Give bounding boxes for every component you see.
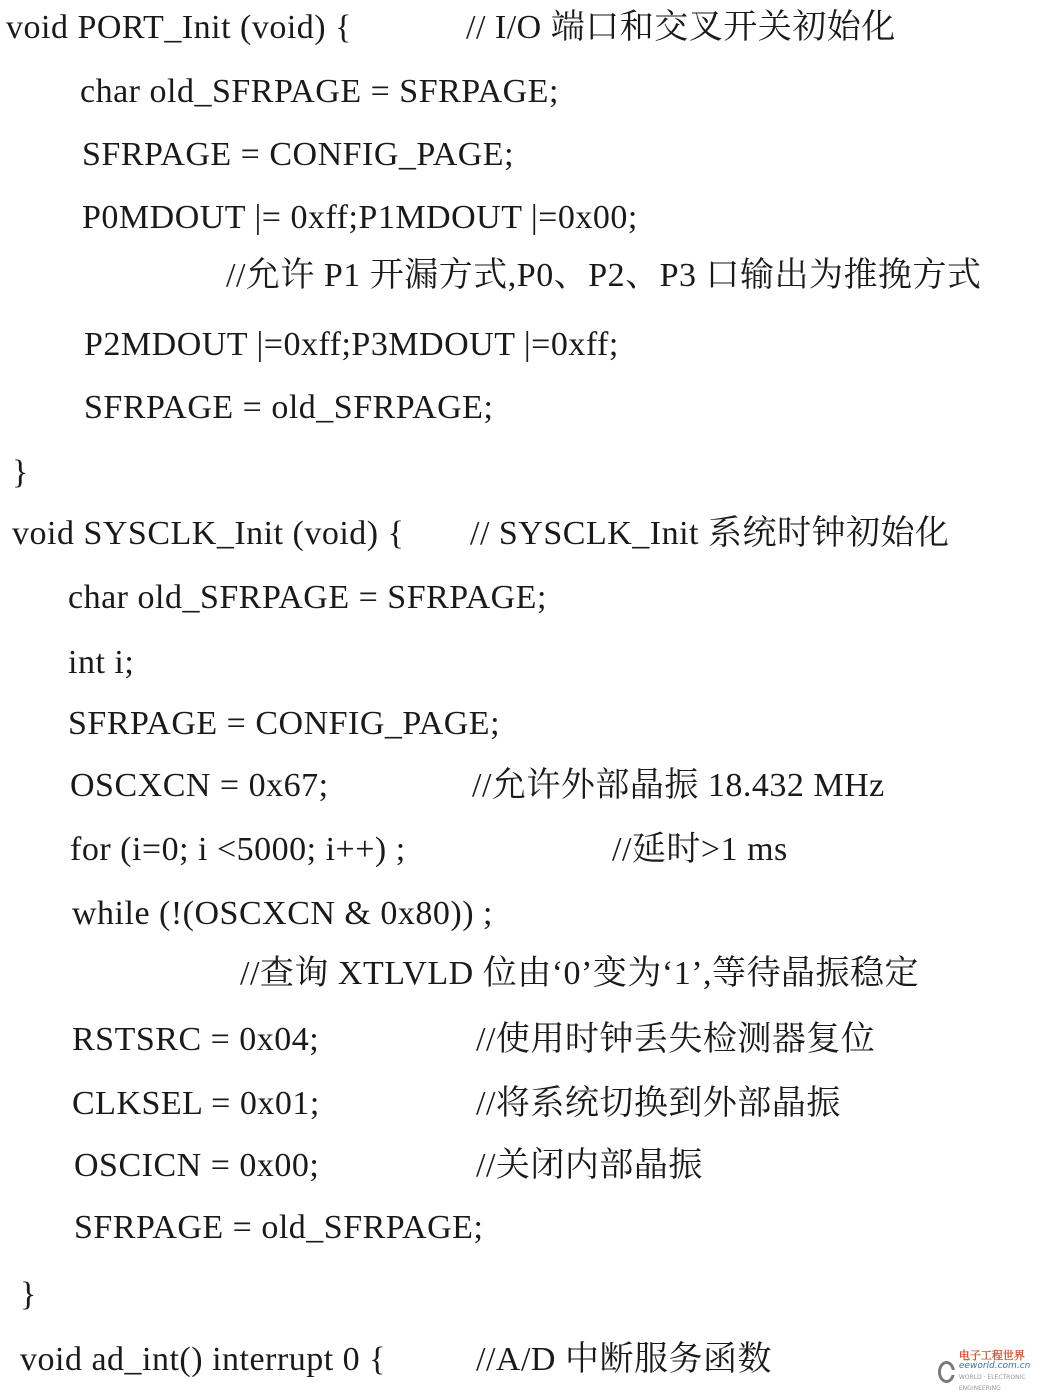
code-line bbox=[240, 954, 919, 994]
code-line bbox=[20, 1275, 37, 1315]
code-line bbox=[72, 1084, 841, 1124]
code-line bbox=[80, 72, 559, 112]
watermark-text bbox=[959, 1350, 1034, 1394]
code-text: for (i=0; i <5000; i++) ; bbox=[70, 831, 406, 868]
code-line bbox=[70, 830, 788, 870]
code-line bbox=[82, 198, 638, 238]
code-text: void PORT_Init (void) { bbox=[6, 9, 352, 46]
code-line bbox=[12, 453, 29, 493]
code-comment: // I/O 端口和交叉开关初始化 bbox=[466, 9, 896, 46]
code-line bbox=[84, 388, 493, 428]
code-comment: //延时>1 ms bbox=[612, 831, 788, 868]
code-line bbox=[72, 894, 493, 934]
code-comment: //使用时钟丢失检测器复位 bbox=[476, 1021, 876, 1058]
code-text: char old_SFRPAGE = SFRPAGE; bbox=[80, 73, 559, 110]
code-line bbox=[72, 1020, 876, 1060]
code-text: } bbox=[20, 1276, 37, 1313]
code-text: SFRPAGE = old_SFRPAGE; bbox=[74, 1209, 484, 1246]
code-text: while (!(OSCXCN & 0x80)) ; bbox=[72, 895, 493, 932]
code-comment: //允许外部晶振 18.432 MHz bbox=[472, 767, 885, 804]
code-line bbox=[20, 1340, 772, 1380]
code-line bbox=[74, 1208, 483, 1248]
code-comment: //将系统切换到外部晶振 bbox=[476, 1085, 841, 1122]
code-text: int i; bbox=[68, 644, 135, 681]
code-comment: //允许 P1 开漏方式,P0、P2、P3 口输出为推挽方式 bbox=[226, 257, 982, 294]
code-line bbox=[84, 325, 619, 365]
code-text: CLKSEL = 0x01; bbox=[72, 1085, 320, 1122]
code-comment: //查询 XTLVLD 位由‘0’变为‘1’,等待晶振稳定 bbox=[240, 955, 920, 992]
code-text: void SYSCLK_Init (void) { bbox=[12, 515, 405, 552]
code-line bbox=[68, 643, 134, 683]
code-text: char old_SFRPAGE = SFRPAGE; bbox=[68, 579, 547, 616]
code-text: OSCICN = 0x00; bbox=[74, 1147, 320, 1184]
watermark-sub: WORLD · ELECTRONIC ENGINEERING bbox=[958, 1374, 1026, 1392]
code-line bbox=[68, 704, 500, 744]
code-text: SFRPAGE = CONFIG_PAGE; bbox=[68, 705, 501, 742]
code-line bbox=[68, 578, 547, 618]
code-text: } bbox=[12, 454, 29, 491]
code-line bbox=[12, 514, 950, 554]
code-line bbox=[82, 135, 514, 175]
code-text: void ad_int() interrupt 0 { bbox=[20, 1341, 386, 1378]
code-line bbox=[70, 766, 885, 806]
code-comment: // SYSCLK_Init 系统时钟初始化 bbox=[470, 515, 950, 552]
code-text: OSCXCN = 0x67; bbox=[70, 767, 329, 804]
code-line bbox=[6, 8, 896, 48]
watermark-en: eeworld.com.cn bbox=[958, 1361, 1031, 1371]
code-comment: //关闭内部晶振 bbox=[476, 1147, 703, 1184]
watermark-cn: 电子工程世界 bbox=[958, 1349, 1025, 1362]
code-text: SFRPAGE = CONFIG_PAGE; bbox=[82, 136, 515, 173]
code-text: P2MDOUT |=0xff;P3MDOUT |=0xff; bbox=[84, 326, 619, 363]
code-text: RSTSRC = 0x04; bbox=[72, 1021, 320, 1058]
eeworld-logo-icon bbox=[938, 1361, 955, 1383]
watermark bbox=[938, 1349, 1034, 1392]
code-text: SFRPAGE = old_SFRPAGE; bbox=[84, 389, 494, 426]
code-comment: //A/D 中断服务函数 bbox=[476, 1341, 772, 1378]
code-line bbox=[74, 1146, 703, 1186]
code-line bbox=[226, 256, 982, 296]
code-text: P0MDOUT |= 0xff;P1MDOUT |=0x00; bbox=[82, 199, 638, 236]
